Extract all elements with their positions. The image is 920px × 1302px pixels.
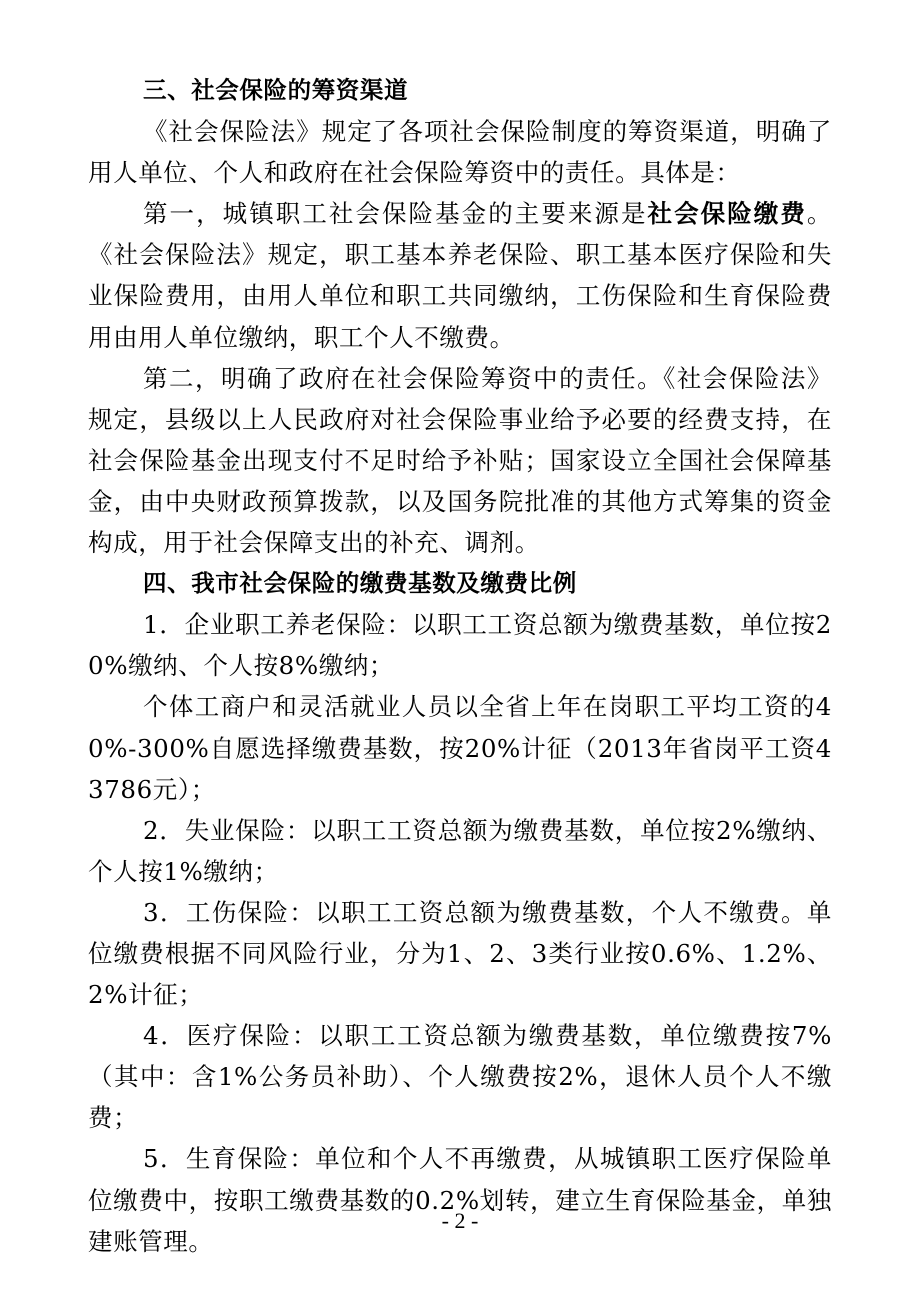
section-3-intro-paragraph: 《社会保险法》规定了各项社会保险制度的筹资渠道，明确了用人单位、个人和政府在社会保险筹资中的责任。具体是： — [88, 117, 832, 188]
section-3-heading: 三、社会保险的筹资渠道 — [143, 76, 409, 104]
pension-insurance-item: 1．企业职工养老保险：以职工工资总额为缴费基数，单位按20%缴纳、个人按8%缴纳； — [88, 610, 832, 681]
section-3-second-paragraph: 第二，明确了政府在社会保险筹资中的责任。《社会保险法》规定，县级以上人民政府对社会保险事业给予必要的经费支持，在社会保险基金出现支付不足时给予补贴；国家设立全国社会保障基金，由中央财政预算拨款，以及国务院批准的其他方式筹集的资金构成，用于社会保障支出的补充、调剂。 — [88, 363, 832, 558]
flexible-employment-note: 个体工商户和灵活就业人员以全省上年在岗职工平均工资的40%-300%自愿选择缴费基数，按20%计征（2013年省岗平工资43786元）； — [88, 692, 832, 804]
unemployment-insurance-item: 2．失业保险：以职工工资总额为缴费基数，单位按2%缴纳、个人按1%缴纳； — [88, 815, 832, 886]
social-insurance-contribution-emphasis: 社会保险缴费 — [647, 199, 807, 229]
medical-insurance-item: 4．医疗保险：以职工工资总额为缴费基数，单位缴费按7%（其中：含1%公务员补助）、个人缴费按2%，退休人员个人不缴费； — [88, 1021, 832, 1133]
section-3-first-paragraph — [88, 193, 832, 357]
work-injury-insurance-item: 3．工伤保险：以职工工资总额为缴费基数，个人不缴费。单位缴费根据不同风险行业，分为1、2、3类行业按0.6%、1.2%、2%计征； — [88, 897, 832, 1010]
document-body — [88, 70, 832, 1262]
first-paragraph-lead: 第一，城镇职工社会保险基金的主要来源是 — [143, 199, 648, 229]
page-number: - 2 - — [441, 1208, 479, 1233]
section-4-heading: 四、我市社会保险的缴费基数及缴费比例 — [143, 569, 577, 598]
maternity-insurance-item: 5．生育保险：单位和个人不再缴费，从城镇职工医疗保险单位缴费中，按职工缴费基数的0.2%划转，建立生育保险基金，单独建账管理。 — [88, 1144, 832, 1256]
first-paragraph-rest: 。《社会保险法》规定，职工基本养老保险、职工基本医疗保险和失业保险费用，由用人单位和职工共同缴纳，工伤保险和生育保险费用由用人单位缴纳，职工个人不缴费。 — [88, 199, 832, 352]
